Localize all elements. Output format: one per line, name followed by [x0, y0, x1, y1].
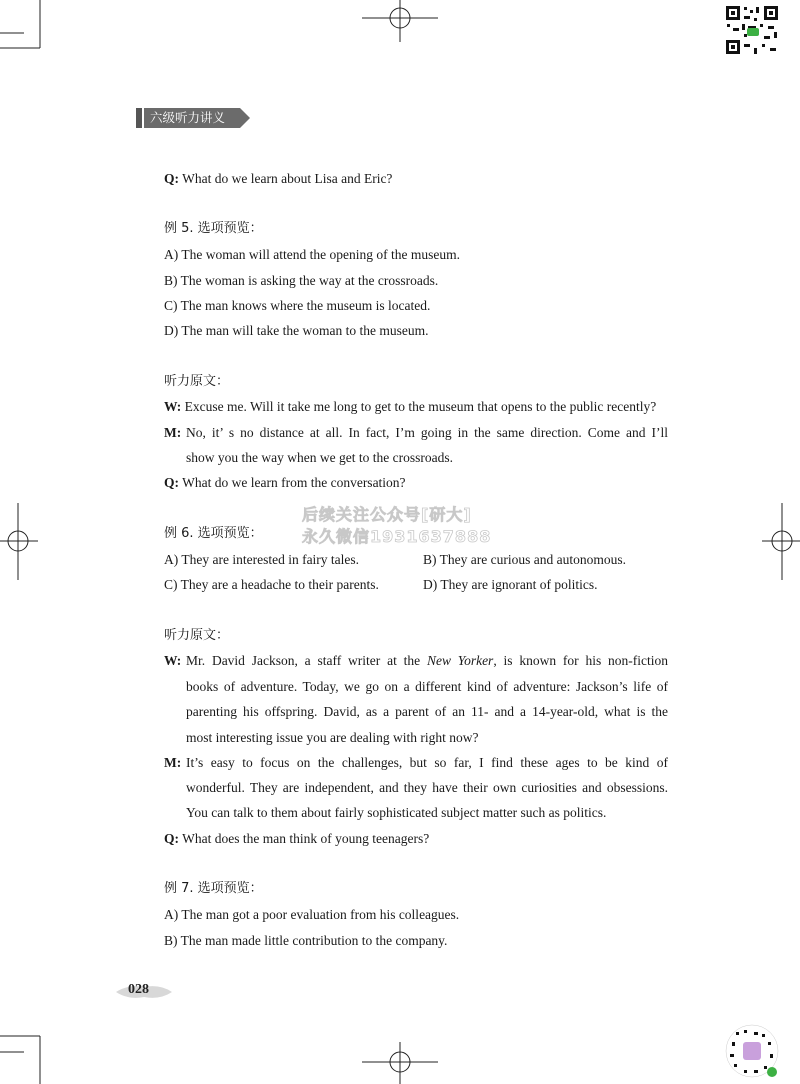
ex5-option-b: B) The woman is asking the way at the crossroads.	[164, 273, 439, 288]
ex5-title: 例 5. 选项预览：	[164, 221, 263, 236]
q-label: Q:	[164, 171, 179, 186]
ex5-woman-line	[164, 398, 656, 416]
ex5-option-a: A) The woman will attend the opening of the museum.	[164, 247, 460, 262]
ex6-woman-line-1	[186, 652, 668, 670]
speaker-m-label: M:	[164, 425, 182, 440]
speaker-w-text: Excuse me. Will it take me long to get to the museum that opens to the public recently?	[184, 399, 657, 414]
ex6-woman-line-3: parenting his offspring. David, as a parent of an 11- and a 14-year-old, what is the	[186, 704, 668, 719]
ex7-title: 例 7. 选项预览：	[164, 881, 263, 896]
q-text: What does the man think of young teenagers?	[182, 831, 430, 846]
qr-code-bottom	[724, 1024, 780, 1078]
q-text: What do we learn about Lisa and Eric?	[182, 171, 393, 186]
section-tag	[136, 108, 246, 128]
qr-code-top	[724, 4, 780, 56]
q-text: What do we learn from the conversation?	[182, 475, 406, 490]
watermark-line-1: 后续关注公众号[研大]	[302, 505, 472, 524]
ex6-option-a: A) They are interested in fairy tales.	[164, 552, 360, 567]
ex6-question	[164, 830, 429, 848]
ex6-man-line-2: wonderful. They are independent, and they have their own curiosities and obsessions.	[186, 780, 668, 795]
page-number-badge	[118, 980, 168, 1002]
ex5-option-c: C) The man knows where the museum is located.	[164, 298, 431, 313]
ex6-man-line-1: It’s easy to focus on the challenges, but so far, I find these ages to be kind of	[186, 755, 668, 770]
q-label: Q:	[164, 475, 179, 490]
ex6-woman-line-4: most interesting issue you are dealing with right now?	[186, 730, 479, 745]
speaker-w-label: W:	[164, 653, 182, 668]
ex6-title: 例 6. 选项预览：	[164, 526, 263, 541]
ex6-man-line-3: You can talk to them about fairly sophisticated subject matter such as politics.	[186, 805, 607, 820]
ex5-question	[164, 474, 406, 492]
ex6-option-b: B) They are curious and autonomous.	[423, 552, 626, 567]
magazine-title: New Yorker	[426, 653, 494, 668]
page-number: 028	[128, 982, 149, 997]
ex6-woman-line-2: books of adventure. Today, we go on a different kind of adventure: Jackson’s life of	[186, 679, 668, 694]
ex7-option-b: B) The man made little contribution to the company.	[164, 933, 448, 948]
ex5-man-line-2: show you the way when we get to the crossroads.	[186, 450, 453, 465]
q-label: Q:	[164, 831, 179, 846]
ex5-option-d: D) The man will take the woman to the museum.	[164, 323, 429, 338]
section-tag-label: 六级听力讲义	[144, 108, 240, 128]
woman-text-post: , is known for his non-fiction	[493, 653, 668, 668]
section-tag-arrow	[240, 108, 250, 128]
question-prev	[164, 170, 392, 188]
ex5-transcript-title: 听力原文：	[164, 374, 230, 389]
section-tag-bar	[136, 108, 142, 128]
ex5-man-line-1: No, it’ s no distance at all. In fact, I’m going in the same direction. Come and I’ll	[186, 425, 668, 440]
watermark-line-2: 永久微信1931637888	[302, 527, 492, 546]
woman-text-pre: Mr. David Jackson, a staff writer at the	[186, 653, 421, 668]
ex7-option-a: A) The man got a poor evaluation from his colleagues.	[164, 907, 460, 922]
ex6-transcript-title: 听力原文：	[164, 628, 230, 643]
speaker-w-label: W:	[164, 399, 182, 414]
speaker-m-label: M:	[164, 755, 182, 770]
ex6-option-d: D) They are ignorant of politics.	[423, 577, 598, 592]
ex6-option-c: C) They are a headache to their parents.	[164, 577, 379, 592]
